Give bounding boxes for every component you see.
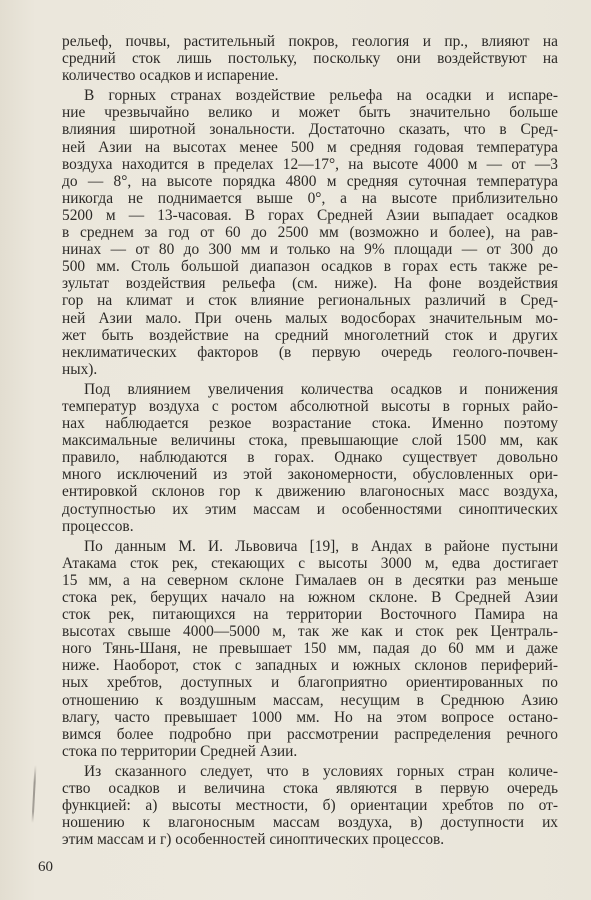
text-line: воздуха находится в пределах 12—17°, на высоте 4000 м — от —3 (62, 155, 558, 173)
text-line: ных хребтов, доступных и благоприятно ориентированных по (62, 674, 558, 692)
text-line: нах наблюдается резкое возрастание стока. Именно поэтому (62, 415, 558, 433)
paragraph-3 (62, 381, 558, 535)
text-line: ного Тянь-Шаня, не превышает 150 мм, падая до 60 мм и даже (62, 640, 558, 658)
text-line: много исключений из этой закономерности, обусловленных ори- (62, 466, 558, 484)
body-text (62, 33, 558, 848)
text-line: 5200 м — 13-часовая. В горах Средней Азии выпадает осадков (62, 206, 558, 224)
paragraph-2 (62, 87, 558, 378)
text-line: Под влиянием увеличения количества осадков и понижения (84, 380, 558, 398)
text-line: ных). (62, 360, 98, 378)
text-line: В горных странах воздействие рельефа на осадки и испаре- (84, 87, 558, 105)
text-line: 500 мм. Столь большой диапазон осадков в горах есть также ре- (62, 258, 558, 276)
text-line: до — 8°, на высоте порядка 4800 м средняя суточная температура (62, 172, 558, 190)
text-line: влияния широтной зональности. Достаточно сказать, что в Сред- (62, 121, 558, 139)
text-line: сток рек, питающихся на территории Восточного Памира на (62, 606, 558, 624)
page-number: 60 (38, 859, 53, 875)
text-line: ентировкой склонов гор к движению влагоносных масс воздуха, (62, 483, 558, 501)
text-line: жет быть воздействие на средний многолетний сток и других (62, 326, 558, 344)
pencil-margin-mark (31, 765, 36, 823)
paragraph-4 (62, 538, 558, 760)
text-line: доступностью их этим массам и особенностями синоптических (62, 500, 558, 518)
text-line: функцией: а) высоты местности, б) ориентации хребтов по от- (62, 797, 558, 815)
text-line: стока рек, берущих начало на южном склоне. В Средней Азии (62, 589, 558, 606)
text-line: средний сток лишь постольку, поскольку они воздействуют на (62, 50, 558, 68)
text-line: ней Азии мало. При очень малых водосборах значительным мо- (62, 309, 558, 327)
text-line: неклиматических факторов (в первую очередь геолого-почвен- (62, 343, 558, 361)
text-line: Атакама сток рек, стекающих с высоты 3000 м, едва достигает (62, 554, 558, 572)
text-line: количество осадков и испарение. (62, 67, 279, 85)
text-line: Из сказанного следует, что в условиях горных стран количе- (84, 762, 558, 780)
text-line: зультат воздействия рельефа (см. ниже). На фоне воздействия (62, 275, 558, 293)
text-line: ниже. Наоборот, сток с западных и южных склонов периферий- (62, 657, 558, 675)
text-line: правило, наблюдаются в горах. Однако существует довольно (62, 449, 558, 467)
text-line: ношению к влагоносным массам воздуха, в) доступности их (62, 814, 558, 832)
text-line: стока по территории Средней Азии. (62, 742, 298, 760)
text-line: 15 мм, а на северном склоне Гималаев он в десятки раз меньше (62, 571, 558, 589)
text-line: температур воздуха с ростом абсолютной высоты в горных райо- (62, 397, 558, 415)
text-line: процессов. (62, 517, 134, 535)
text-line: По данным М. И. Львовича [19], в Андах в районе пустыни (84, 537, 558, 555)
text-line: высотах свыше 4000—5000 м, так же как и сток рек Централь- (62, 623, 558, 641)
text-line: максимальные величины стока, превышающие слой 1500 мм, как (62, 432, 558, 450)
text-line: вимся более подробно при рассмотрении распределения речного (62, 725, 558, 743)
text-line: нинах — от 80 до 300 мм и только на 9% площади — от 300 до (62, 241, 558, 259)
paragraph-5 (62, 763, 558, 848)
text-line: рельеф, почвы, растительный покров, геология и пр., влияют на (62, 33, 558, 50)
text-line: ство осадков и величина стока являются в первую очередь (62, 780, 558, 798)
text-line: ние чрезвычайно велико и может быть значительно больше (62, 104, 558, 122)
text-line: никогда не поднимается выше 0°, а на высоте приблизительно (62, 189, 558, 207)
text-line: влагу, часто превышает 1000 мм. Но на этом вопросе остано- (62, 708, 558, 726)
text-line: этим массам и г) особенностей синоптических процессов. (62, 831, 445, 849)
paragraph-1 (62, 33, 558, 84)
text-line: в среднем за год от 60 до 2500 мм (возможно и более), на рав- (62, 224, 558, 242)
text-line: ней Азии на высотах менее 500 м средняя годовая температура (62, 138, 558, 156)
text-line: гор на климат и сток влияние региональных различий в Сред- (62, 292, 558, 310)
text-line: отношению к воздушным массам, несущим в Среднюю Азию (62, 691, 558, 709)
